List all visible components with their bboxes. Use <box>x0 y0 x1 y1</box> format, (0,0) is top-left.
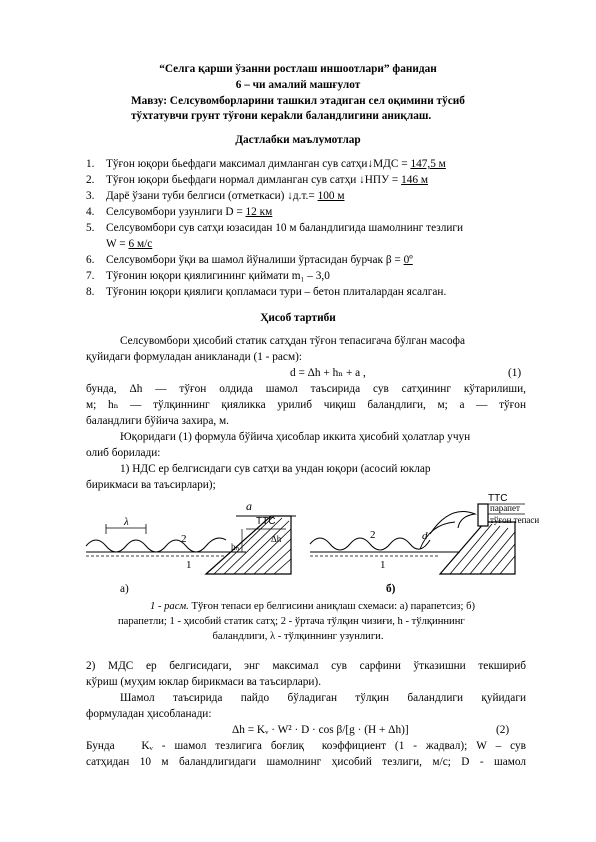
list-item: 8. Тўғонин юқори қиялиги қопламаси тури – бетон плиталардан ясалган. <box>86 286 447 298</box>
list-item: 5. Селсувомбори сув сатҳи юзасидан 10 м баландлигида шамолнинг тезлиги <box>86 222 464 234</box>
tts-label-a: ТТС <box>256 516 276 527</box>
label-a: a <box>246 499 252 513</box>
initial-data-heading: Дастлабки маълумотлар <box>235 134 361 146</box>
list-item: 6. Селсувомбори ўқи ва шамол йўналиши ўртасидан бурчак β = 0º <box>86 254 413 266</box>
paragraph-line: 2) МДС ер белгисидаги, энг максимал сув сарфини ўтказишни текшириб <box>86 660 526 672</box>
wave-line <box>86 538 226 552</box>
figure-caption-line-2: парапетли; 1 - ҳисобий статик сатҳ; 2 - ўртача тўлқин чизиғи, h - тўлқиннинг <box>118 616 465 627</box>
crest-label: тўғон тепаси <box>490 515 540 525</box>
list-item: 4. Селсувомбори узунлиги D = 12 км <box>86 206 273 218</box>
label-1: 1 <box>186 559 192 571</box>
paragraph-line: Юқоридаги (1) формула бўйича ҳисоблар иккита ҳисобий ҳолатлар учун <box>120 431 471 443</box>
list-item: 3. Дарё ўзани туби белгиси (отметкаси) ↓д.т.= 100 м <box>86 190 345 202</box>
formula-2-number: (2) <box>496 724 510 736</box>
paragraph-line: бунда, Δh — тўғон олдида шамол таъсирида сув сатҳининг кўтарилиши, <box>86 383 526 395</box>
figure-caption-line-1: 1 - расм. Тўғон тепаси ер белгисини аниқлаш схемаси: а) парапетсиз; б) <box>150 601 476 612</box>
list-item: 2. Тўғон юқори бьефдаги нормал димланган сув сатҳи ↓НПУ = 146 м <box>86 174 429 186</box>
paragraph-line: формуладан ҳисобланади: <box>86 708 212 720</box>
formula-2: Δh = Kᵥ · W² · D · cos β/[g · (H + Δh)] <box>232 724 409 736</box>
paragraph-line: сатҳидан 10 м баландлигидаги шамолнинг ҳисобий тезлиги, м/с; D - шамол <box>86 756 526 768</box>
paragraph-line: м; hₙ — тўлқиннинг қияликка урилиб чиқиш баландлиги, м; a — тўғон <box>86 399 526 411</box>
tts-label-b: ТТС <box>488 493 508 504</box>
paragraph-line: бирикмаси ва таъсирлари); <box>86 479 216 491</box>
figure-a-label: а) <box>120 583 129 595</box>
lesson-number: 6 – чи амалий машғулот <box>235 79 361 91</box>
paragraph-line: кўриш (муҳим юклар бирикмаси ва таъсирлари). <box>86 676 322 688</box>
paragraph-line: қуйидаги формуладан аникланади (1 - расм): <box>86 351 302 363</box>
label-2b: 2 <box>370 529 376 541</box>
figure-caption-line-3: баландлиги, λ - тўлқиннинг узунлиги. <box>212 631 384 642</box>
paragraph-line: баландлиги бўйича захира, м. <box>86 415 229 427</box>
lambda-label: λ <box>124 516 129 528</box>
figure-a-diagram <box>86 494 306 584</box>
label-d: d <box>422 530 428 542</box>
formula-1: d = Δh + hₙ + a , <box>290 367 366 379</box>
parapet-label: парапет <box>490 503 520 513</box>
list-item: 1. Тўғон юқори бьефдаги максимал димланган сув сатҳи↓МДС = 147,5 м <box>86 158 446 170</box>
paragraph-line: олиб борилади: <box>86 447 161 459</box>
list-item: W = 6 м/с <box>106 238 153 250</box>
paragraph-line: Шамол таъсирида пайдо бўладиган тўлқин баландлиги қуйидаги <box>120 692 526 704</box>
formula-1-number: (1) <box>508 367 522 379</box>
list-item: 7. Тўғонин юқори қиялигининг қиймати m₁ – 3,0 <box>86 270 330 282</box>
hn-label: hₙ <box>231 542 240 552</box>
label-2: 2 <box>181 533 187 545</box>
procedure-heading: Ҳисоб тартиби <box>260 312 336 324</box>
figure-b-diagram <box>310 493 540 584</box>
paragraph-line: Селсувомбори ҳисобий статик сатҳдан тўғон тепасигача бўлган масофа <box>120 335 465 347</box>
figure-b-label: б) <box>386 583 396 595</box>
paragraph-line: 1) НДС ер белгисидаги сув сатҳи ва ундан юқори (асосий юклар <box>120 463 431 475</box>
delta-h-label: Δh <box>271 534 282 544</box>
parapet-block <box>478 504 488 526</box>
paragraph-line: Бунда Kᵥ - шамол тезлигига боғлиқ коэффициент (1 - жадвал); W – сув <box>86 740 526 752</box>
label-1b: 1 <box>380 559 386 571</box>
topic-line-1: Мавзу: Селсувомборларини ташкил этадиган сел оқимини тўсиб <box>131 95 465 107</box>
topic-line-2: тўхтатувчи грунт тўғони кераkли баландлигини аниқлаш. <box>131 110 432 122</box>
document-title: “Селга қарши ўзанни ростлаш иншоотлари” фанидан <box>159 63 437 75</box>
